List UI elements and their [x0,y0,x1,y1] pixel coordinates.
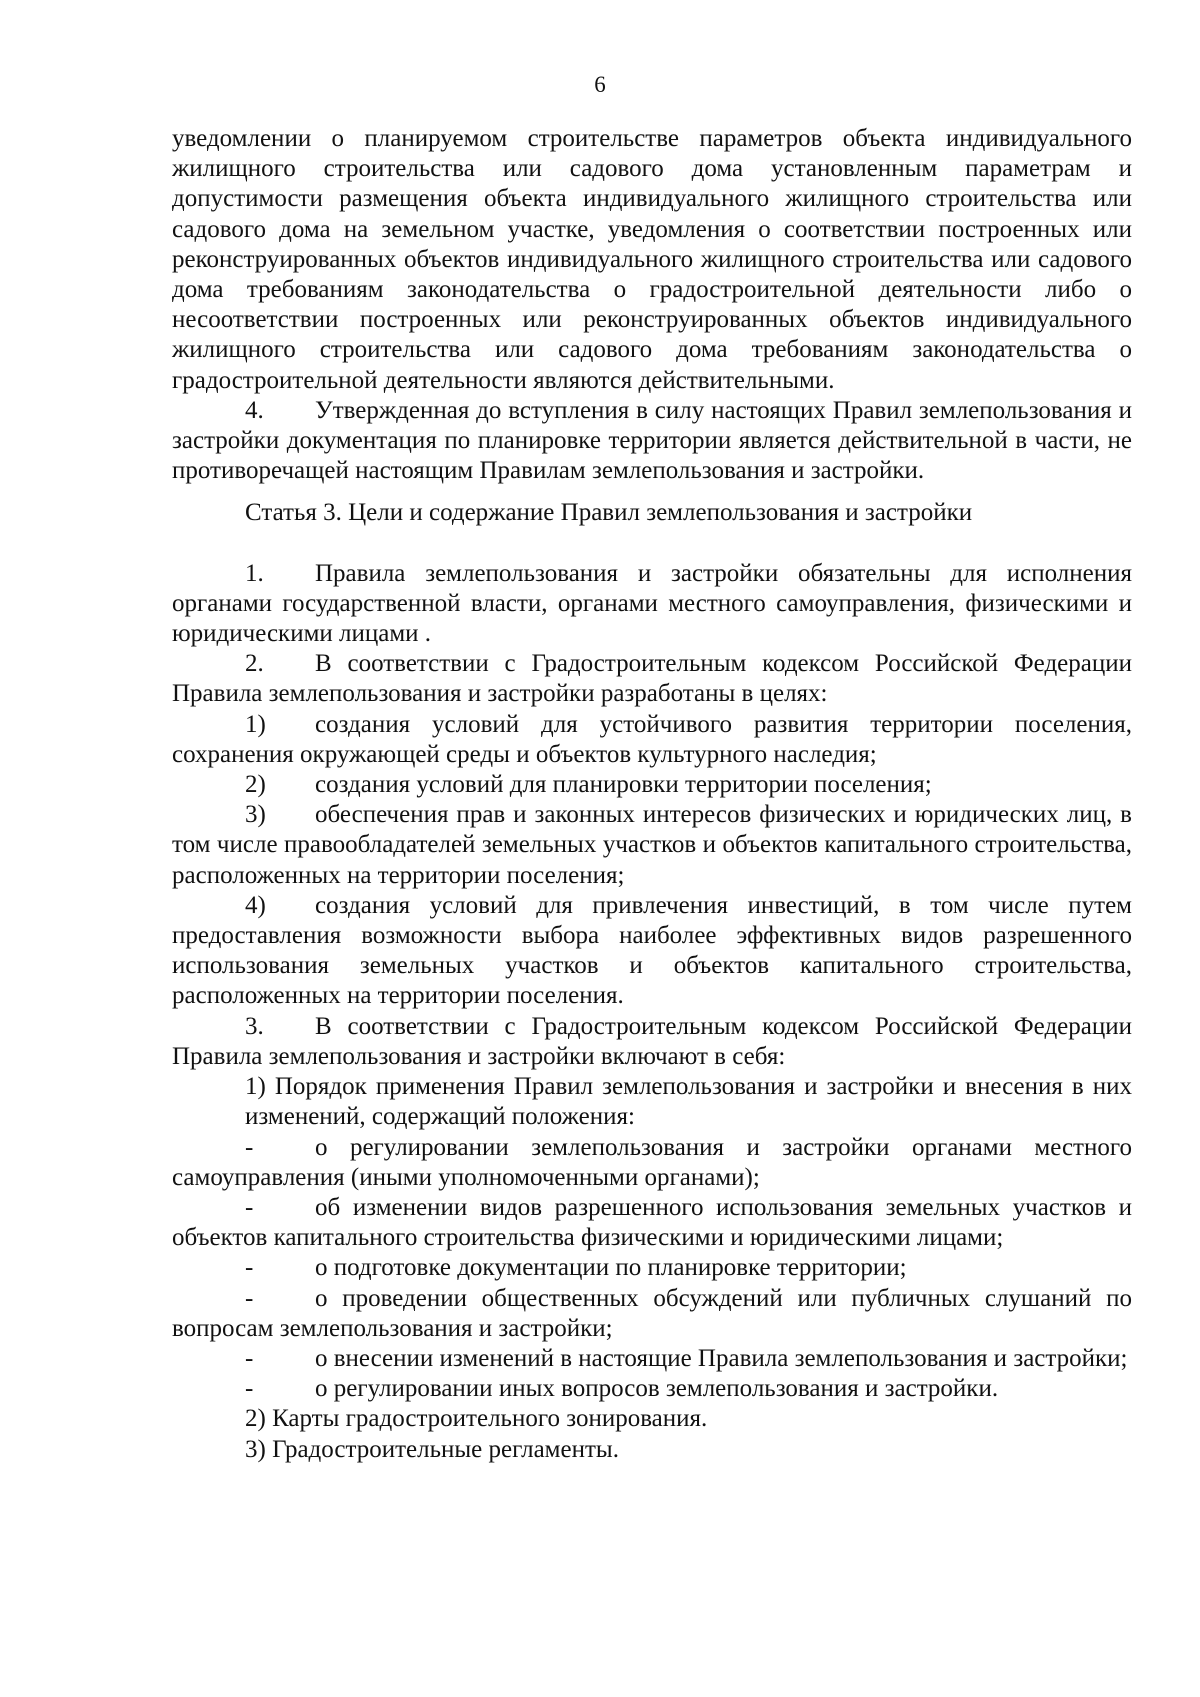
document-body [172,124,1132,1465]
dash-marker: - [245,1375,254,1403]
dash-item-5 [172,1344,1132,1374]
dash-item-text: о проведении общественных обсуждений или публичных слушаний по вопросам землепользования и застройки; [172,1284,1132,1342]
subitem-text: создания условий для устойчивого развития территории поселения, сохранения окружающей среды и объектов культурного наследия; [172,710,1132,768]
dash-item-text: о подготовке документации по планировке территории; [315,1254,907,1282]
subitem-3 [172,800,1132,891]
paragraph-number: 2. [245,650,264,678]
dash-item-1 [172,1133,1132,1193]
dash-item-4 [172,1284,1132,1344]
dash-marker: - [245,1254,254,1282]
dash-item-text: о внесении изменений в настоящие Правила землепользования и застройки; [315,1344,1128,1372]
subitem-2 [172,770,1132,800]
content-item-1: 1) Порядок применения Правил землепользования и застройки и внесения в них изменений, содержащий положения: [245,1073,1132,1131]
dash-item-text: об изменении видов разрешенного использования земельных участков и объектов капитального строительства физическими и юридическими лицами; [172,1193,1132,1252]
paragraph-number: 1. [245,559,264,587]
paragraph-text: Утвержденная до вступления в силу настоящих Правил землепользования и застройки документация по планировке территории является действительной в части, не противоречащей настоящим Правилам землепользования и застройки. [172,396,1132,485]
paragraph-number: 4. [245,396,264,424]
dash-marker: - [245,1193,254,1221]
article-item-1 [172,559,1132,650]
paragraph-text: В соответствии с Градостроительным кодексом Российской Федерации Правила землепользования и застройки включают в себя: [172,1012,1132,1070]
paragraph-number: 3. [245,1012,264,1040]
dash-item-6 [172,1374,1132,1404]
article-item-3 [172,1012,1132,1072]
content-item-3: 3) Градостроительные регламенты. [245,1435,619,1463]
subitem-text: создания условий для привлечения инвестиций, в том числе путем предоставления возможности выбора наиболее эффективных видов разрешенного использования земельных участков и объектов капитального строительства, расположенных на территории поселения. [172,891,1132,1010]
subitem-text: обеспечения прав и законных интересов физических и юридических лиц, в том числе правообладателей земельных участков и объектов капитального строительства, расположенных на территории поселения; [172,801,1132,889]
page-number: 6 [594,72,606,97]
dash-item-text: о регулировании иных вопросов землепользования и застройки. [315,1375,999,1403]
subitem-4 [172,891,1132,1012]
paragraph-continuation: уведомлении о планируемом строительстве параметров объекта индивидуального жилищного строительства или садового дома установленным параметрам и допустимости размещения объекта индивидуального жилищного строительства или садового дома на земельном участке, уведомления о соответствии построенных или реконструированных объектов индивидуального жилищного строительства или садового дома требованиям законодательства о градостроительной деятельности либо о несоответствии построенных или реконструированных объектов индивидуального жилищного строительства или садового дома требованиям законодательства о градостроительной деятельности являются действительными. [172,125,1132,394]
article-item-2 [172,649,1132,709]
subitem-text: создания условий для планировки территории поселения; [315,771,932,799]
subitem-number: 2) [245,771,266,799]
subitem-number: 3) [245,801,266,829]
article-heading: Статья 3. Цели и содержание Правил землепользования и застройки [245,499,973,527]
dash-item-2 [172,1193,1132,1253]
content-item-2: 2) Карты градостроительного зонирования. [245,1405,708,1433]
subitem-number: 1) [245,710,266,738]
subitem-number: 4) [245,891,266,919]
paragraph-4 [172,396,1132,487]
dash-marker: - [245,1344,254,1372]
dash-item-3 [172,1253,1132,1283]
dash-marker: - [245,1284,254,1312]
dash-item-text: о регулировании землепользования и застройки органами местного самоуправления (иными уполномоченными органами); [172,1133,1132,1191]
paragraph-text: В соответствии с Градостроительным кодексом Российской Федерации Правила землепользования и застройки разработаны в целях: [172,650,1132,708]
subitem-1 [172,710,1132,770]
paragraph-text: Правила землепользования и застройки обязательны для исполнения органами государственной власти, органами местного самоуправления, физическими и юридическими лицами . [172,559,1132,648]
dash-marker: - [245,1133,254,1161]
